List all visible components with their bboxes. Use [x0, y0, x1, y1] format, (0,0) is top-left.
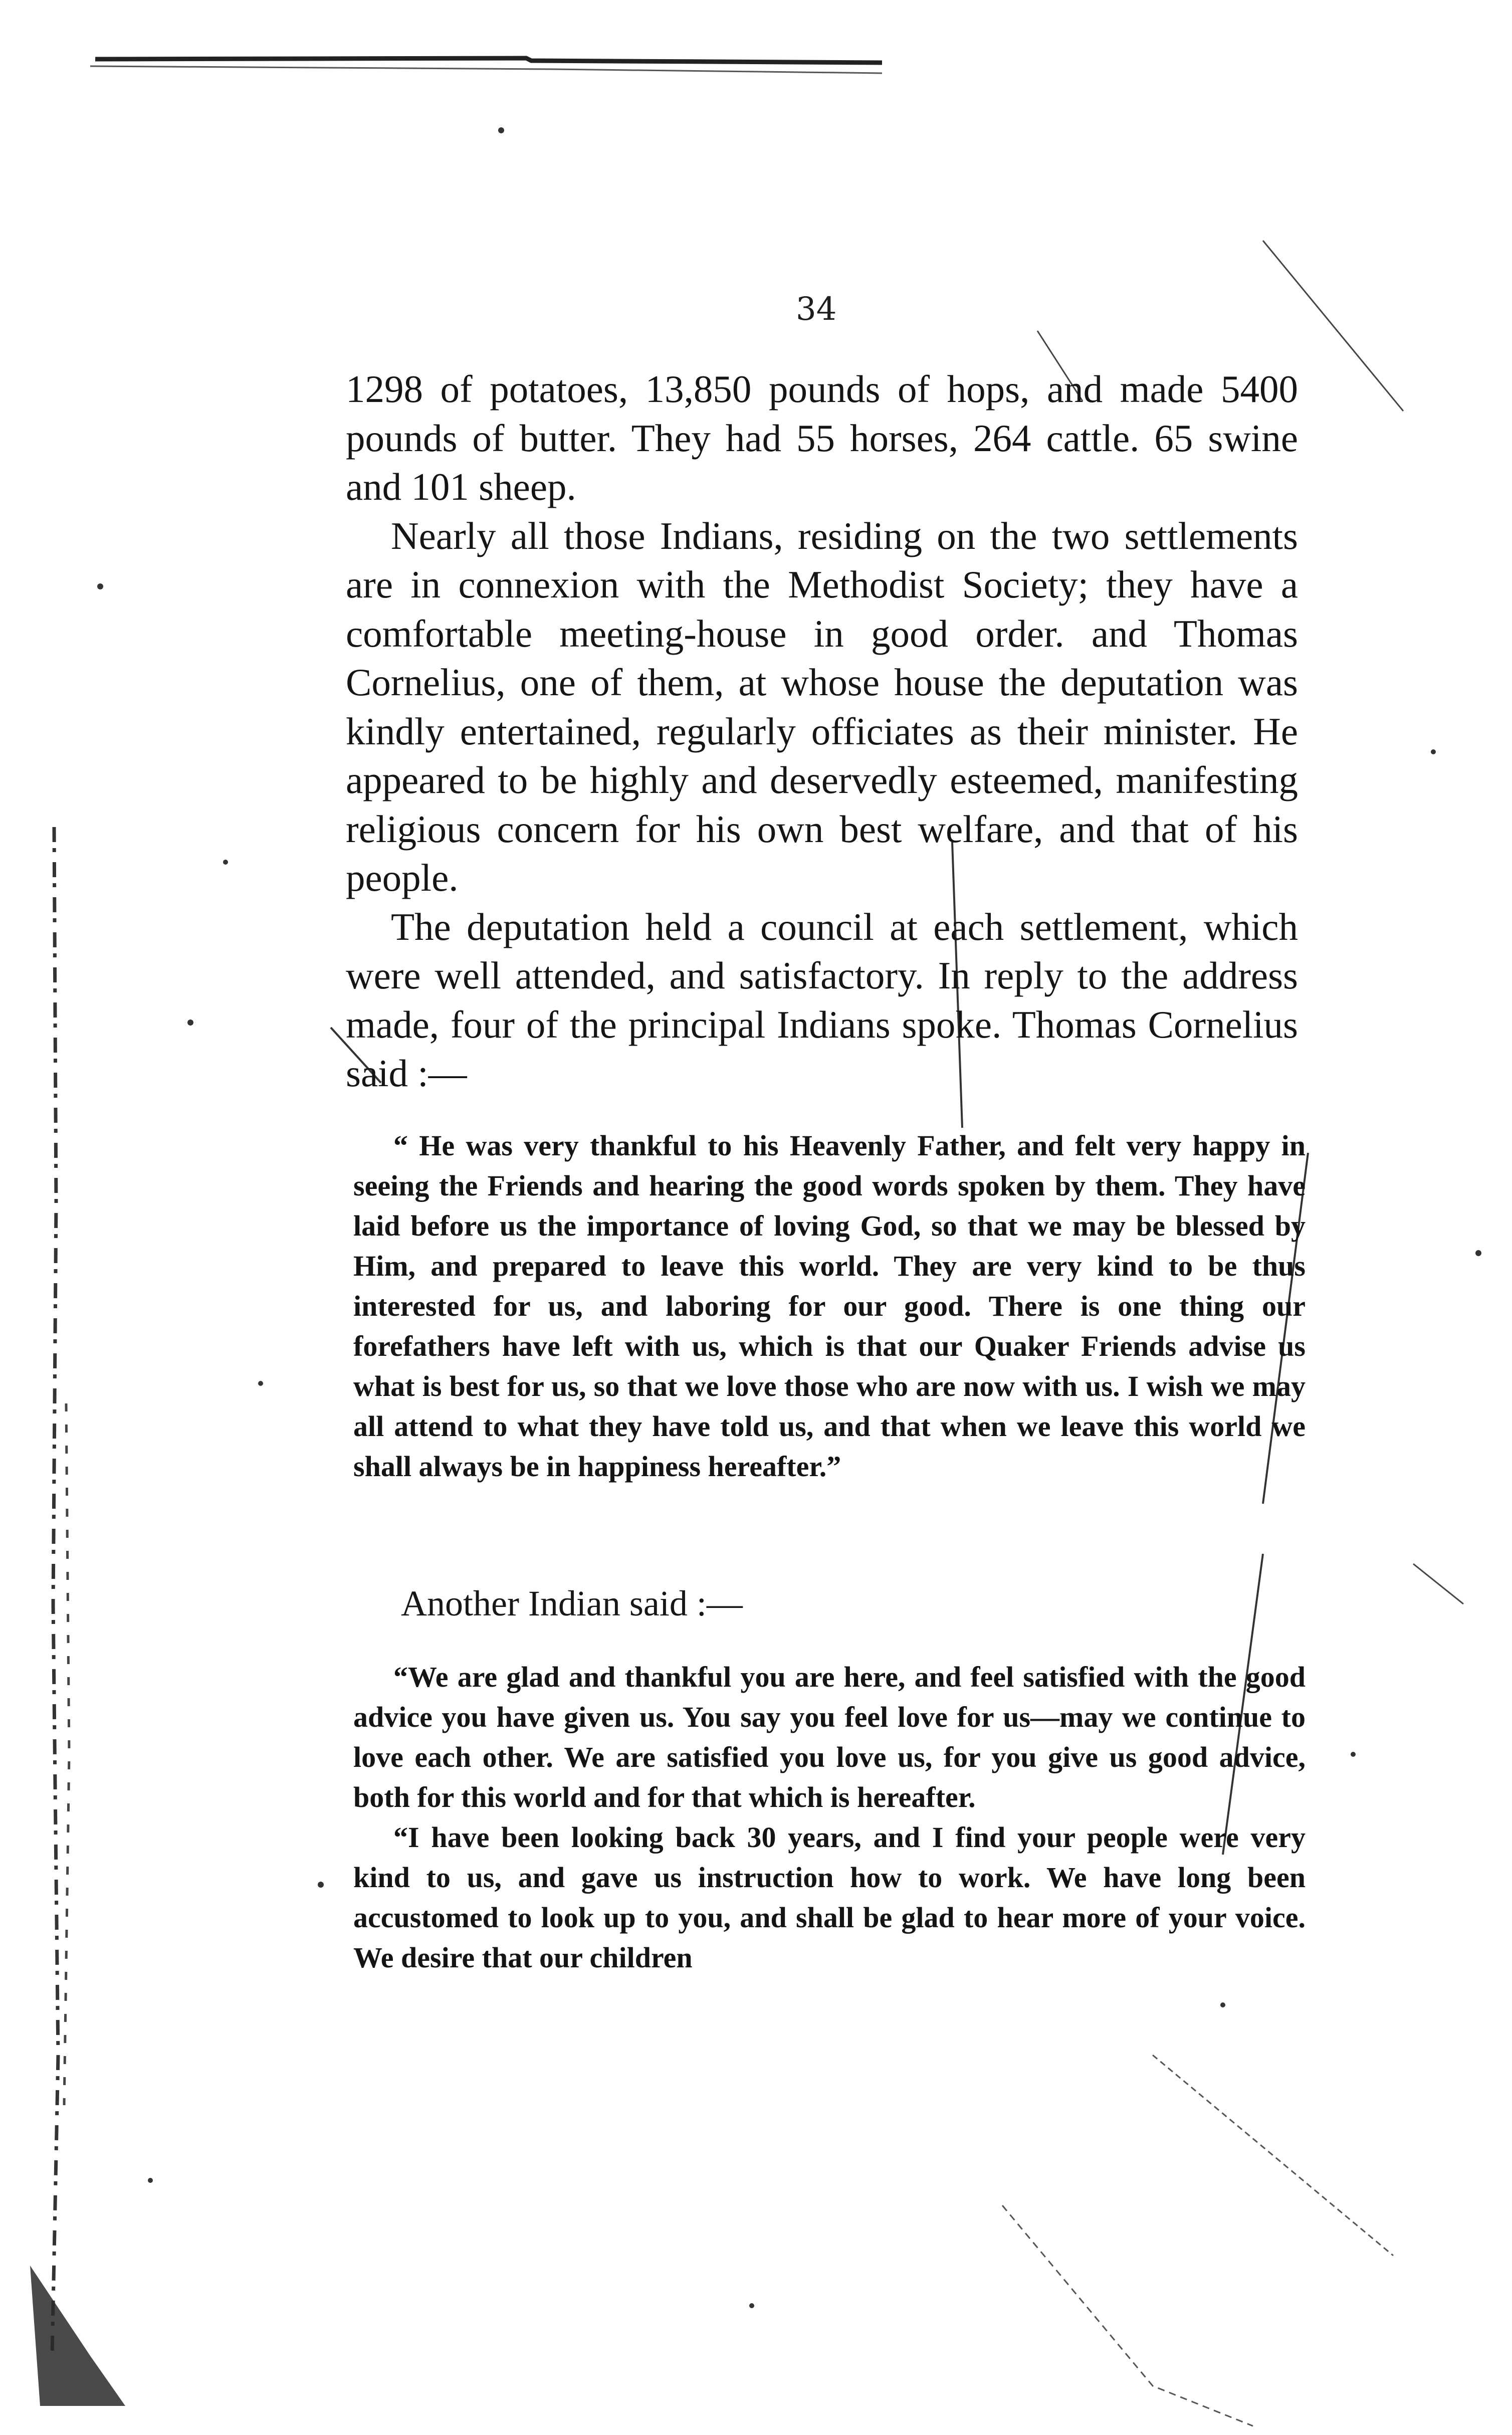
quotation-another-indian [353, 1657, 1306, 1978]
quotation-paragraph-1: “We are glad and thankful you are here, and feel satisfied with the good advice you have given us. You say you feel love for us—may we continue to love each other. We are satisfied you love us, for you give us good advice, both for this world and for that which is hereafter. [353, 1661, 1306, 1813]
page-number: 34 [796, 291, 837, 328]
stray-line-6 [1002, 2205, 1253, 2426]
top-edge-line-thin [90, 66, 882, 73]
section-heading-another-indian: Another Indian said :— [401, 1583, 743, 1624]
paragraph-council: The deputation held a council at each settlement, which were well attended, and satisfactory. In reply to the address made, four of the principal Indians spoke. Thomas Cornelius said :— [346, 905, 1298, 1095]
quotation-paragraph-2: “I have been looking back 30 years, and I find your people were very kind to us, and gave us instruction how to work. We have long been accustomed to look up to you, and shall be glad to hear more of your voice. We desire that our children [353, 1821, 1306, 1974]
stray-line-8 [1413, 1564, 1463, 1604]
left-edge-binding [52, 827, 58, 2356]
stray-line-7 [1153, 2055, 1393, 2256]
quotation-thomas-cornelius [353, 1126, 1306, 1487]
paragraph-methodist-society: Nearly all those Indians, residing on the two settlements are in connexion with the Methodist Society; they have a comfortable meeting-house in good order. and Thomas Cornelius, one of them, at whose house the deputation was kindly entertained, regularly officiates as their minister. He appeared to be highly and deservedly esteemed, manifesting religious concern for his own best welfare, and that of his people. [346, 514, 1298, 899]
top-edge-line [95, 58, 882, 63]
left-edge-binding-2 [64, 1403, 69, 2105]
main-text [346, 365, 1298, 1098]
left-corner-smudge [30, 2266, 125, 2406]
quotation-text: “ He was very thankful to his Heavenly Father, and felt very happy in seeing the Friends and hearing the good words spoken by them. They have laid before us the importance of loving God, so that we may be blessed by Him, and prepared to leave this world. They are very kind to be thus interested for us, and laboring for our good. There is one thing our forefathers have left with us, which is that our Quaker Friends advise us what is best for us, so that we love those who are now with us. I wish we may all attend to what they have told us, and that when we leave this world we shall always be in happiness hereafter.” [353, 1129, 1306, 1483]
paragraph-continued: 1298 of potatoes, 13,850 pounds of hops, and made 5400 pounds of butter. They had 55 horses, 264 cattle. 65 swine and 101 sheep. [346, 367, 1298, 508]
